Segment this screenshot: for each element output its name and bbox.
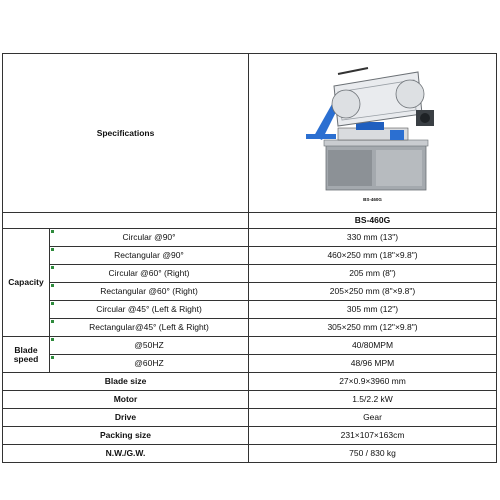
- spec-row: [3, 409, 497, 427]
- capacity-row: [3, 301, 497, 319]
- cell-marker-icon: [51, 230, 54, 233]
- model-row-blank: [3, 213, 249, 229]
- spec-row-value: Gear: [249, 409, 497, 427]
- capacity-row-value: 205×250 mm (8"×9.8"): [249, 283, 497, 301]
- band-saw-image: [298, 64, 448, 200]
- cell-marker-icon: [51, 284, 54, 287]
- blade-speed-row-label: @60HZ: [50, 355, 249, 373]
- spec-table: [2, 53, 497, 463]
- model-name: BS-460G: [249, 213, 497, 229]
- capacity-row-label: Circular @45° (Left & Right): [50, 301, 249, 319]
- spec-row: [3, 391, 497, 409]
- blade-speed-row: [3, 355, 497, 373]
- capacity-row-label: Rectangular@45° (Left & Right): [50, 319, 249, 337]
- capacity-row-value: 330 mm (13"): [249, 229, 497, 247]
- spec-row-value: 27×0.9×3960 mm: [249, 373, 497, 391]
- capacity-row-label: Rectangular @60° (Right): [50, 283, 249, 301]
- blade-speed-row-value: 40/80MPM: [249, 337, 497, 355]
- cell-marker-icon: [51, 320, 54, 323]
- spec-row-label: N.W./G.W.: [3, 445, 249, 463]
- capacity-row: [3, 319, 497, 337]
- cell-marker-icon: [51, 248, 54, 251]
- spec-row: [3, 427, 497, 445]
- capacity-row: [3, 229, 497, 247]
- product-image-cell: [249, 54, 497, 213]
- spec-row: [3, 445, 497, 463]
- specifications-header: Specifications: [3, 54, 249, 213]
- capacity-row-label: Rectangular @90°: [50, 247, 249, 265]
- cell-marker-icon: [51, 266, 54, 269]
- blade-speed-row: [3, 337, 497, 355]
- spec-row-label: Drive: [3, 409, 249, 427]
- spec-row-value: 1.5/2.2 kW: [249, 391, 497, 409]
- capacity-row: [3, 265, 497, 283]
- spec-row-label: Motor: [3, 391, 249, 409]
- capacity-label: Capacity: [3, 229, 50, 337]
- spec-row: [3, 373, 497, 391]
- cell-marker-icon: [51, 356, 54, 359]
- blade-speed-label: Blade speed: [3, 337, 50, 373]
- header-row: [3, 54, 497, 213]
- model-caption: BS-460G: [363, 196, 382, 202]
- model-row: [3, 213, 497, 229]
- capacity-row-label: Circular @60° (Right): [50, 265, 249, 283]
- capacity-row-value: 305 mm (12"): [249, 301, 497, 319]
- capacity-row: [3, 247, 497, 265]
- spec-row-value: 231×107×163cm: [249, 427, 497, 445]
- capacity-row-label: Circular @90°: [50, 229, 249, 247]
- spec-row-label: Packing size: [3, 427, 249, 445]
- capacity-row-value: 205 mm (8"): [249, 265, 497, 283]
- capacity-row-value: 460×250 mm (18"×9.8"): [249, 247, 497, 265]
- cell-marker-icon: [51, 338, 54, 341]
- capacity-row-value: 305×250 mm (12"×9.8"): [249, 319, 497, 337]
- spec-row-label: Blade size: [3, 373, 249, 391]
- cell-marker-icon: [51, 302, 54, 305]
- spec-row-value: 750 / 830 kg: [249, 445, 497, 463]
- blade-speed-row-value: 48/96 MPM: [249, 355, 497, 373]
- blade-speed-row-label: @50HZ: [50, 337, 249, 355]
- capacity-row: [3, 283, 497, 301]
